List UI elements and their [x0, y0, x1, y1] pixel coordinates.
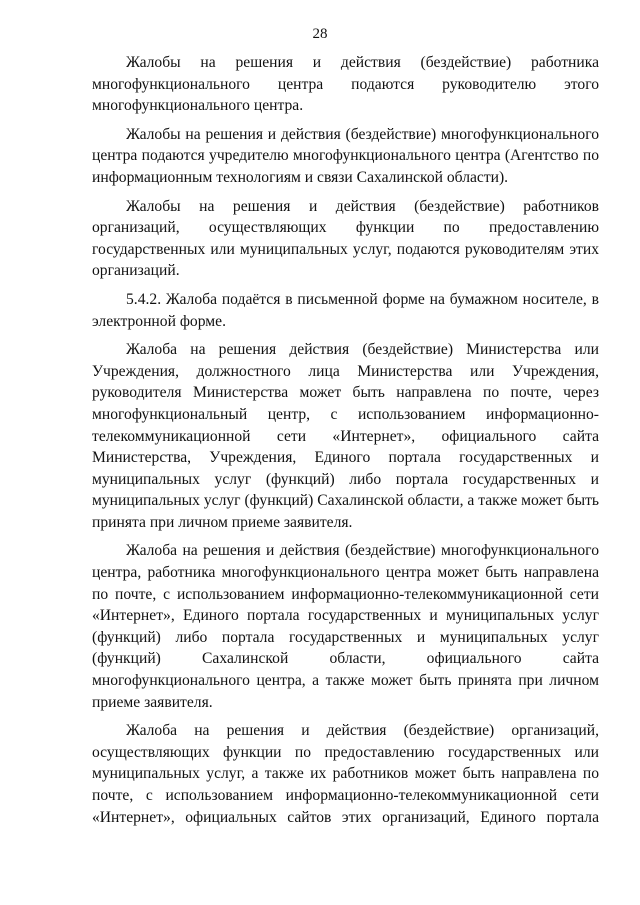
paragraph-organization-complaint-channels: Жалоба на решения и действия (бездействие) организаций, осуществляющих функции по предоставлению государственных или муниципальных услуг, а также их работников может быть направлена по почте, с использованием информационно-телекоммуникационной сети «Интернет», официальных сайтов этих организаций, Единого портала — [92, 722, 599, 826]
paragraph-mfc-complaint-channels: Жалоба на решения и действия (бездействие) многофункционального центра, работника многофункционального центра может быть направлена по почте, с использованием информационно-телекоммуникационной сети «Интернет», Единого портала государственных и муниципальных услуг (функций) либо портала государственных и муниципальных услуг (функций) Сахалинской области, официального сайта многофункционального центра, а также может быть принята при личном приеме заявителя. — [92, 542, 599, 711]
page-number: 28 — [312, 26, 328, 42]
paragraph-mfc-employee-complaints: Жалобы на решения и действия (бездействие) работника многофункционального центра подаются руководителю этого многофункционального центра. — [92, 54, 599, 115]
paragraph-mfc-complaints: Жалобы на решения и действия (бездействие) многофункционального центра подаются учредителю многофункционального центра (Агентство по информационным технологиям и связи Сахалинской области). — [92, 125, 599, 186]
paragraph-ministry-complaint-channels: Жалоба на решения действия (бездействие) Министерства или Учреждения, должностного лица Министерства или Учреждения, руководителя Министерства может быть направлена по почте, через многофункциональный центр, с использованием информационно-телекоммуникационной сети «Интернет», официального сайта Министерства, Учреждения, Единого портала государственных и муниципальных услуг (функций) либо портала государственных и муниципальных услуг (функций) Сахалинской области, а также может быть принята при личном приеме заявителя. — [92, 341, 599, 531]
document-body — [92, 52, 599, 835]
paragraph-organization-complaints: Жалобы на решения и действия (бездействие) работников организаций, осуществляющих функции по предоставлению государственных или муниципальных услуг, подаются руководителям этих организаций. — [92, 197, 599, 280]
paragraph-section-5-4-2: 5.4.2. Жалоба подаётся в письменной форме на бумажном носителе, в электронной форме. — [92, 290, 599, 330]
